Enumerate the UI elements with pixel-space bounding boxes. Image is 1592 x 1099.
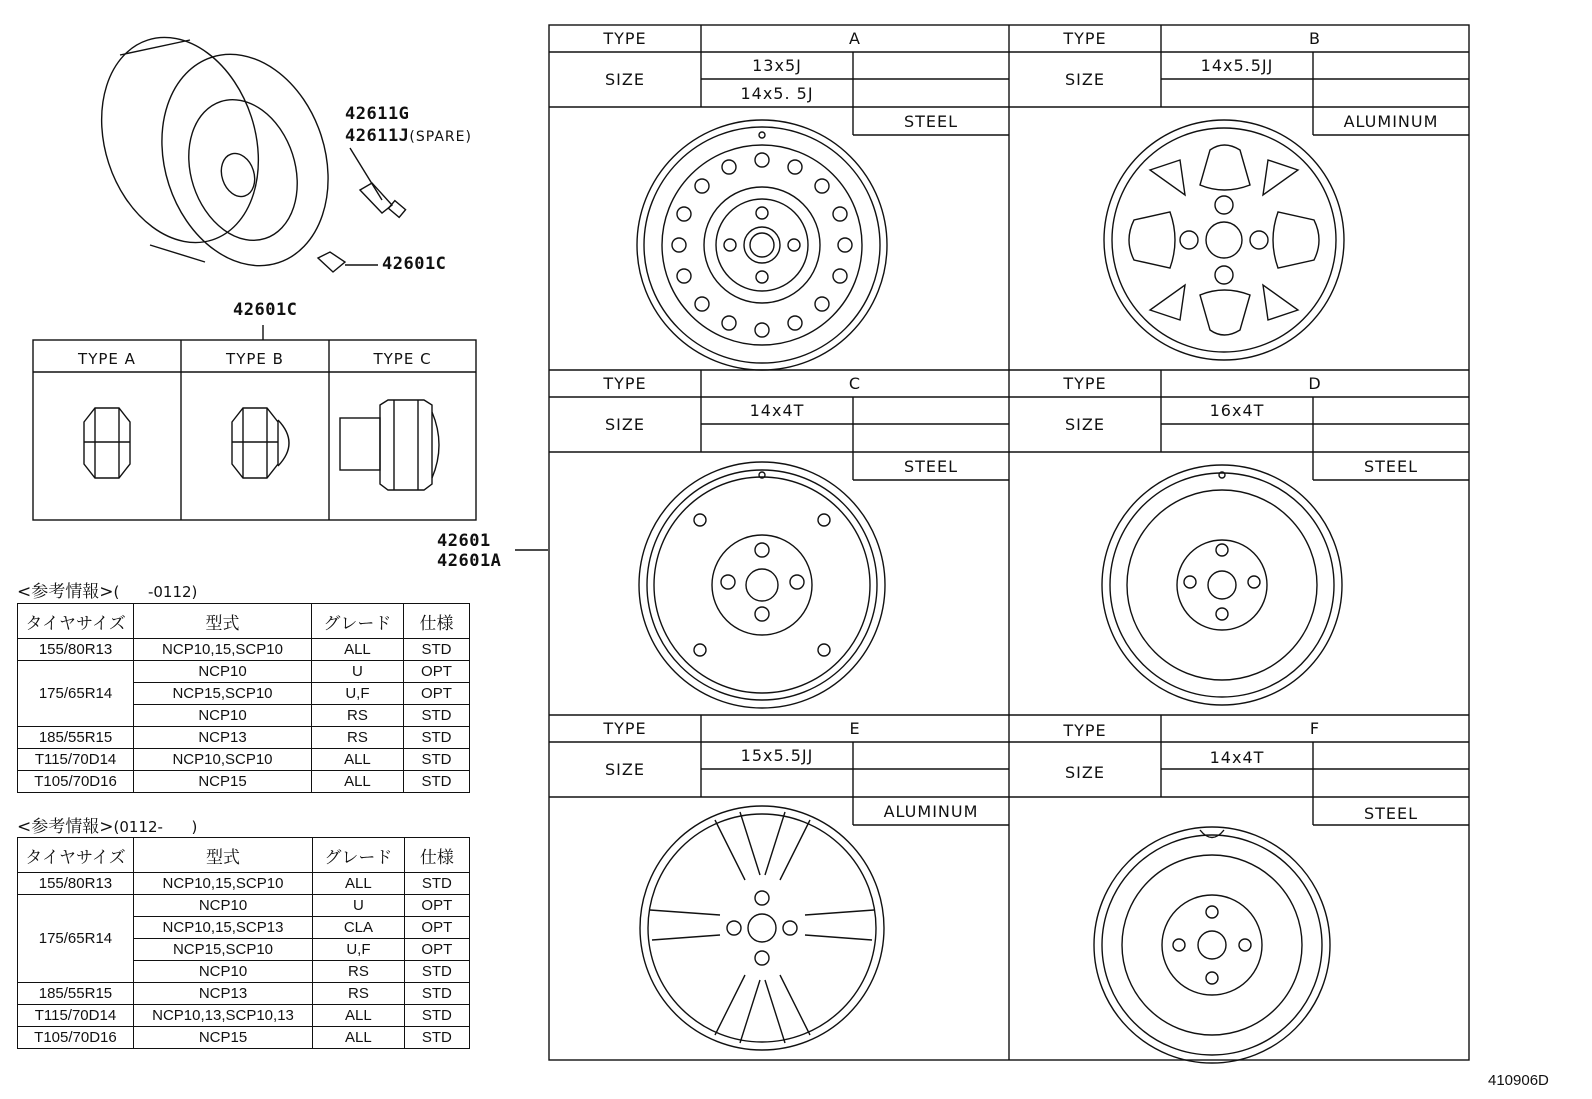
table-row	[18, 1005, 470, 1027]
spec-cell: STD	[403, 705, 469, 727]
lug-nut-type-a	[84, 408, 130, 478]
grade-cell: RS	[311, 727, 403, 749]
type-value-c: C	[848, 374, 862, 393]
model-cell: NCP10	[133, 961, 312, 983]
model-cell: NCP15,SCP10	[134, 683, 312, 705]
model-cell: NCP10,SCP10	[134, 749, 312, 771]
model-cell: NCP13	[134, 727, 312, 749]
header-spec: 仕様	[404, 838, 469, 873]
model-cell: NCP15,SCP10	[133, 939, 312, 961]
table-row	[18, 873, 470, 895]
header-model: 型式	[134, 604, 312, 639]
size-label-f: SIZE	[1065, 763, 1105, 782]
tire-size-cell: 155/80R13	[18, 639, 134, 661]
model-cell: NCP10,15,SCP10	[133, 873, 312, 895]
part-number-valve: 42611G	[345, 104, 410, 124]
type-value-d: D	[1308, 374, 1322, 393]
model-cell: NCP10,15,SCP13	[133, 917, 312, 939]
grade-cell: RS	[313, 983, 405, 1005]
model-cell: NCP10	[134, 705, 312, 727]
material-a: STEEL	[903, 112, 959, 131]
spec-cell: STD	[403, 771, 469, 793]
wheel-a-drawing	[637, 120, 887, 370]
model-cell: NCP10	[134, 661, 312, 683]
header-grade: グレード	[311, 604, 403, 639]
tire-size-cell: 155/80R13	[18, 873, 134, 895]
wheel-f-drawing	[1094, 827, 1330, 1063]
nut-illustration-small	[318, 252, 378, 272]
grade-cell: CLA	[313, 917, 405, 939]
tire-size-cell: T105/70D16	[18, 1027, 134, 1049]
ref-table-1-caption-prefix: <参考情報>	[17, 582, 114, 602]
ref-table-1-caption-range: ( -0112)	[113, 583, 198, 601]
spec-cell: OPT	[404, 917, 469, 939]
type-value-a: A	[849, 29, 861, 48]
tire-illustration	[76, 17, 354, 287]
grade-cell: U,F	[313, 939, 405, 961]
table-row	[18, 661, 470, 683]
tire-size-cell: 185/55R15	[18, 727, 134, 749]
table-row	[18, 639, 470, 661]
header-tire-size: タイヤサイズ	[18, 604, 134, 639]
ref-table-1-header	[18, 604, 470, 639]
grade-cell: ALL	[313, 1027, 405, 1049]
part-number-nut-label: 42601C	[233, 300, 298, 320]
model-cell: NCP13	[133, 983, 312, 1005]
spec-cell: STD	[403, 749, 469, 771]
lug-nut-type-c	[340, 400, 439, 490]
spec-cell: OPT	[404, 895, 469, 917]
part-number-wheel-2: 42601A	[437, 551, 502, 571]
grade-cell: ALL	[313, 873, 405, 895]
wheel-d-drawing	[1102, 465, 1342, 705]
valve-illustration	[350, 148, 406, 217]
table-row	[18, 749, 470, 771]
table-row	[18, 895, 470, 917]
tire-size-cell: T115/70D14	[18, 1005, 134, 1027]
ref-table-1	[17, 603, 470, 793]
part-number-valve-spare-code: 42611J	[345, 126, 410, 146]
size-label-d: SIZE	[1065, 415, 1105, 434]
tire-size-cell: T115/70D14	[18, 749, 134, 771]
size-value-c-1: 14x4T	[749, 401, 805, 420]
nut-type-a-label: TYPE A	[78, 350, 136, 368]
grade-cell: ALL	[311, 749, 403, 771]
size-label-b: SIZE	[1065, 70, 1105, 89]
size-label-e: SIZE	[605, 760, 645, 779]
tire-size-cell: 175/65R14	[18, 895, 134, 983]
type-label-b: TYPE	[1063, 29, 1107, 48]
spec-cell: STD	[404, 1005, 469, 1027]
nut-type-b-label: TYPE B	[226, 350, 284, 368]
tire-size-cell: T105/70D16	[18, 771, 134, 793]
type-label-a: TYPE	[603, 29, 647, 48]
size-value-a-2: 14x5. 5J	[740, 84, 814, 103]
part-number-wheel-1: 42601	[437, 531, 491, 551]
model-cell: NCP10	[133, 895, 312, 917]
type-value-b: B	[1309, 29, 1321, 48]
spare-note: (SPARE)	[409, 129, 472, 145]
nut-type-c-label: TYPE C	[373, 350, 432, 368]
table-row	[18, 771, 470, 793]
ref-table-2	[17, 837, 470, 1049]
ref-table-1-caption	[17, 577, 197, 602]
size-value-d-1: 16x4T	[1209, 401, 1265, 420]
material-e: ALUMINUM	[883, 802, 979, 821]
material-f: STEEL	[1363, 804, 1419, 823]
size-value-a-1: 13x5J	[752, 56, 802, 75]
size-label-c: SIZE	[605, 415, 645, 434]
spec-cell: STD	[404, 961, 469, 983]
grade-cell: ALL	[311, 639, 403, 661]
model-cell: NCP15	[133, 1027, 312, 1049]
grade-cell: RS	[311, 705, 403, 727]
header-spec: 仕様	[403, 604, 469, 639]
size-label-a: SIZE	[605, 70, 645, 89]
grade-cell: U	[313, 895, 405, 917]
lug-nut-type-b	[232, 408, 289, 478]
spec-cell: OPT	[403, 683, 469, 705]
type-label-e: TYPE	[603, 719, 647, 738]
grade-cell: U	[311, 661, 403, 683]
grade-cell: U,F	[311, 683, 403, 705]
part-number-valve-spare	[345, 126, 472, 146]
material-d: STEEL	[1363, 457, 1419, 476]
size-value-b-1: 14x5.5JJ	[1200, 56, 1274, 75]
wheel-b-drawing	[1104, 120, 1344, 360]
type-label-f: TYPE	[1063, 721, 1107, 740]
table-row	[18, 727, 470, 749]
spec-cell: OPT	[403, 661, 469, 683]
spec-cell: STD	[403, 727, 469, 749]
material-c: STEEL	[903, 457, 959, 476]
ref-table-2-caption-prefix: <参考情報>	[17, 817, 114, 837]
spec-cell: STD	[404, 1027, 469, 1049]
ref-table-2-caption	[17, 812, 197, 837]
spec-cell: STD	[403, 639, 469, 661]
material-b: ALUMINUM	[1343, 112, 1439, 131]
wheel-e-drawing	[640, 806, 884, 1050]
model-cell: NCP10,13,SCP10,13	[133, 1005, 312, 1027]
wheel-grid-frame	[549, 25, 1469, 1060]
grade-cell: ALL	[311, 771, 403, 793]
model-cell: NCP15	[134, 771, 312, 793]
spec-cell: STD	[404, 873, 469, 895]
size-value-e-1: 15x5.5JJ	[740, 746, 814, 765]
table-row	[18, 1027, 470, 1049]
header-grade: グレード	[313, 838, 405, 873]
spec-cell: STD	[404, 983, 469, 1005]
diagram-id: 410906D	[1488, 1072, 1549, 1089]
part-number-nut-top: 42601C	[382, 254, 447, 274]
type-value-f: F	[1309, 719, 1321, 738]
grade-cell: ALL	[313, 1005, 405, 1027]
model-cell: NCP10,15,SCP10	[134, 639, 312, 661]
type-label-c: TYPE	[603, 374, 647, 393]
tire-size-cell: 185/55R15	[18, 983, 134, 1005]
header-tire-size: タイヤサイズ	[18, 838, 134, 873]
type-label-d: TYPE	[1063, 374, 1107, 393]
tire-size-cell: 175/65R14	[18, 661, 134, 727]
table-row	[18, 983, 470, 1005]
ref-table-2-caption-range: (0112- )	[113, 818, 198, 836]
size-value-f-1: 14x4T	[1209, 748, 1265, 767]
grade-cell: RS	[313, 961, 405, 983]
header-model: 型式	[133, 838, 312, 873]
type-value-e: E	[849, 719, 861, 738]
spec-cell: OPT	[404, 939, 469, 961]
ref-table-2-header	[18, 838, 470, 873]
wheel-c-drawing	[639, 462, 885, 708]
